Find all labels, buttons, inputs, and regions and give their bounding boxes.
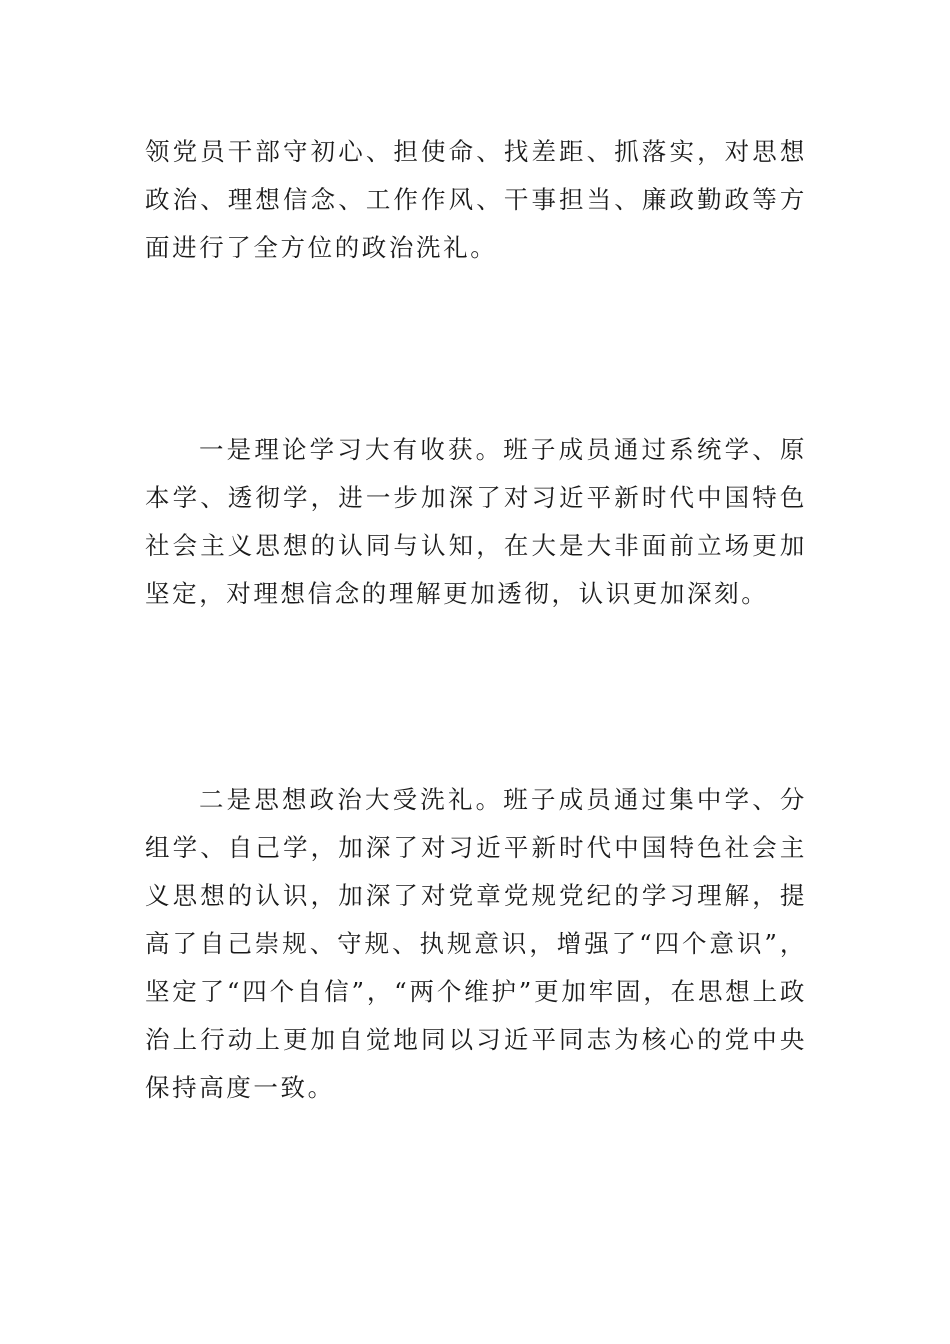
paragraph-continuation: 领党员干部守初心、担使命、找差距、抓落实，对思想政治、理想信念、工作作风、干事担当、廉政勤政等方面进行了全方位的政治洗礼。 [145,137,807,262]
paragraph-political-thought: 二是思想政治大受洗礼。班子成员通过集中学、分组学、自己学，加深了对习近平新时代中国特色社会主义思想的认识，加深了对党章党规党纪的学习理解，提高了自己崇规、守规、执规意识，增强了“四个意识”，坚定了“四个自信”，“两个维护”更加牢固，在思想上政治上行动上更加自觉地同以习近平同志为核心的党中央保持高度一致。 [145,785,807,1102]
paragraph-theory-study: 一是理论学习大有收获。班子成员通过系统学、原本学、透彻学，进一步加深了对习近平新时代中国特色社会主义思想的认同与认知，在大是大非面前立场更加坚定，对理想信念的理解更加透彻，认识更加深刻。 [145,435,807,608]
